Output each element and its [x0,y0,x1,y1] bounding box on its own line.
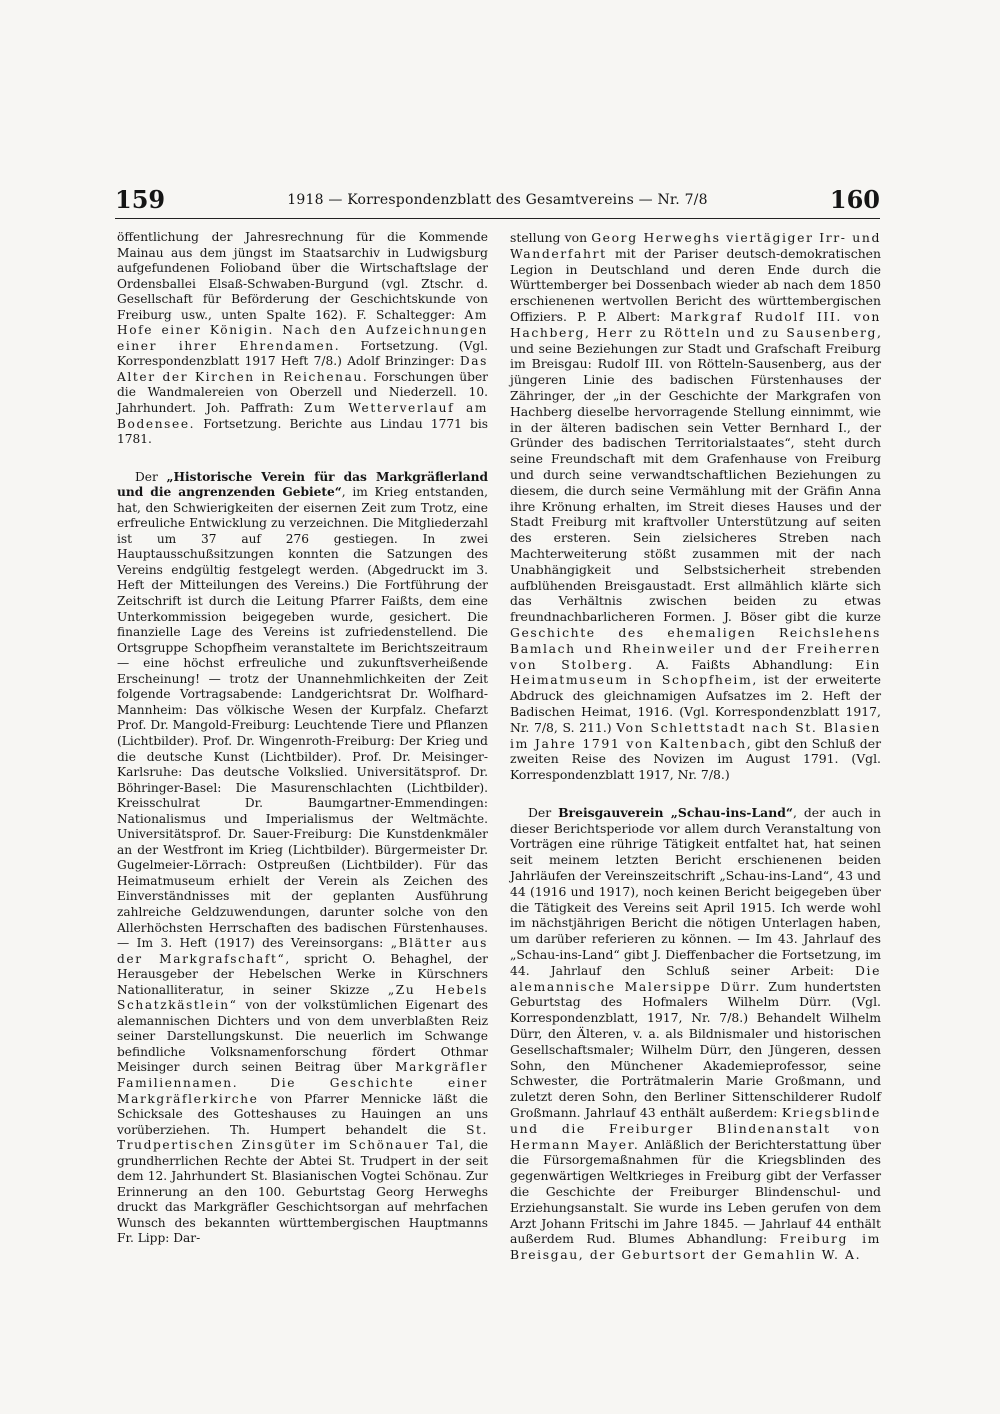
body-text: öffentlichung der Jahresrechnung für die Kommende Mainau aus dem jüngst im Staatsarchiv in Ludwigsburg aufgefundenen Folioband über die Wirtschaftslage der Ordensballei Elsaß-Schwaben-Burgund (vgl. Ztschr. d. Gesellschaft für Beförderung der Geschichtskunde von Freiburg usw., unten Spalte 162). F. Schaltegger: [117,230,488,322]
body-text: mit der Pariser deutsch-demokratischen Legion in Deutschland und deren Ende durch die Württemberger bei Dossenbach wieder ab nach dem 1850 erschienenen wertvollen Bericht des württembergischen Offiziers. P. P. Albert: [510,245,881,324]
body-text: , der auch in dieser Berichtsperiode vor allem durch Veranstaltung von Vorträgen eine rührige Tätigkeit entfaltet hat, hat seinen seit meinem letzten Bericht erschienenen beiden Jahrläufen der Vereinszeitschrift „Schau-ins-Land“, 43 und 44 (1916 und 1917), noch keinen Bericht beigegeben über die Tätigkeit des Vereins seit April 1915. Ich werde wohl im nächstjährigen Bericht die nötigen Unterlagen haben, um darüber referieren zu können. — Im 43. Jahrlauf des „Schau-ins-Land“ gibt J. Dieffenbacher die Fortsetzung, im 44. Jahrlauf den Schluß seiner Arbeit: [510,804,881,978]
spaced-title: Von Schlettstadt nach St. Blasien im Jahre 1791 von Kaltenbach [510,719,881,751]
body-text: stellung von [510,230,592,245]
body-text: von der volkstümlichen Eigenart des alemannischen Dichters und von dem unverblaßten Reiz seiner Darstellungskunst. Die neuerlich im Schwange befindliche Volksnamenforschung fördert Othmar Meisinger durch seinen Beitrag über [117,998,488,1075]
spaced-title: St. Trudpertischen Zinsgüter im Schönauer Tal [117,1122,488,1153]
spaced-title: Die alemannische Malersippe Dürr. [510,962,881,994]
body-text: Forschungen über die Wandmalereien von Oberzell und Niederzell. 10. Jahrhundert. Joh. Paffrath: [117,369,488,416]
spaced-title: Zum Wetterverlauf am Bodensee. [117,401,488,431]
spaced-title: Markgraf Rudolf III. von Hachberg, Herr zu Rötteln und zu Sausenberg [510,308,881,340]
paragraph [510,805,881,1263]
left-column [117,230,488,1247]
page-header [115,186,880,214]
page-number-left: 159 [115,185,166,214]
body-text: , gibt den Schluß der zweiten Reise des Novizen im August 1791. (Vgl. Korrespondenzblatt 1917, Nr. 7/8.) [510,735,881,783]
body-text: Fortsetzung. Berichte aus Lindau 1771 bis 1781. [117,416,488,447]
body-text: A. Faißts Abhandlung: [633,656,856,672]
body-text: Der [135,469,167,484]
spaced-title: Freiburg im Breisgau, der Geburtsort der Gemahlin W. A. [510,1231,881,1263]
body-text: , ist der erweiterte Abdruck des gleichnamigen Aufsatzes im 2. Heft der Badischen Heimat, 1916. (Vgl. Korrespondenzblatt 1917, Nr. 7/8, S. 211.) [510,672,881,735]
spaced-title: „Blätter aus der Markgrafschaft“ [117,936,488,966]
body-text: Fortsetzung. (Vgl. Korrespondenzblatt 1917 Heft 7/8.) Adolf Brinzinger: [117,338,488,369]
spaced-title: Die Geschichte einer Markgräflerkirche [117,1075,488,1106]
body-text [238,1076,270,1090]
body-text: Anläßlich der Berichterstattung über die Fürsorgemaßnahmen für die Kriegsblinden des gegenwärtigen Weltkrieges in Freiburg gibt der Verfasser die Geschichte der Freiburger Blindenschul- und Erziehungsanstalt. Sie wurde ins Leben gerufen von dem Arzt Johann Fritschi im Jahre 1845. — Jahrlauf 44 enthält außerdem Rud. Blumes Abhandlung: [510,1136,881,1247]
body-text: Zum hundertsten Geburtstag des Hofmalers Wilhelm Dürr. (Vgl. Korrespondenzblatt, 1917, Nr. 7/8.) Behandelt Wilhelm Dürr, den Älteren, v. a. als Bildnismaler und historischen Gesellschaftsmaler; Wilhelm Dürr, den Jüngeren, dessen Sohn, den Münchener Akademieprofessor, seine Schwester, die Porträtmalerin Marie Großmann, und zuletzt deren Sohn, den Berliner Sittenschilderer Rudolf Großmann. Jahrlauf 43 enthält außerdem: [510,978,881,1121]
page-number-right: 160 [829,185,880,214]
society-name: „Historische Verein für das Markgräflerland und die angrenzenden Gebiete“ [117,469,489,500]
spaced-title: Am Hofe einer Königin. Nach den Aufzeichnungen einer ihrer Ehrendamen. [117,307,488,353]
society-name: Breisgauverein „Schau-ins-Land“ [558,804,793,820]
paragraph [117,470,488,1247]
body-text: , und seine Beziehungen zur Stadt und Grafschaft Freiburg im Breisgau: Rudolf III. von Rötteln-Sausenberg, aus der jüngeren Linie des badischen Fürstenhauses der Zähringer, der „in der Geschichte der Markgrafen von Hachberg dieselbe hervorragende Stellung einnimmt, wie in der älteren badischen sein Vetter Bernhard I., der Gründer des badischen Territorialstaates“, steht durch seine Freundschaft mit dem Grafenhause von Freiburg und durch seine verwandtschaftlichen Beziehungen zu diesem, die durch seine Vermählung mit der Gräfin Anna ihre Krönung erhalten, im Streit dieses Hauses und der Stadt Freiburg mit kraftvoller Unterstützung auf seiten des ersteren. Sein zielsicheres Streben nach Machterweiterung stößt zusammen mit der nach Unabhängigkeit und Selbstsicherheit strebenden aufblühenden Breisgaustadt. Erst allmählich klärte sich das Verhältnis zwischen beiden zu etwas freundnachbarlicheren Formen. J. Böser gibt die kurze [510,324,881,625]
paragraph [510,230,881,783]
spaced-title: Georg Herweghs viertägiger Irr- und Wanderfahrt [510,230,881,261]
body-text: , die grundherrlichen Rechte der Abtei St. Trudpert in der seit dem 12. Jahrhundert St. Blasianischen Vogtei Schönau. Zur Erinnerung an den 100. Geburtstag Georg Herweghs druckt das Markgräfler Geschichtsorgan auf mehrfachen Wunsch des bekannten württembergischen Hauptmanns Fr. Lipp: Dar- [117,1138,488,1246]
spaced-title: Das Alter der Kirchen in Reichenau. [117,354,488,384]
body-text: von Pfarrer Mennicke läßt die Schicksale des Gotteshauses zu Hauingen an uns vorüberziehen. Th. Humpert behandelt die [117,1091,488,1137]
spaced-title: Kriegsblinde und die Freiburger Blindenanstalt von Hermann Mayer. [510,1105,881,1152]
right-column [510,230,881,1263]
running-head: 1918 — Korrespondenzblatt des Gesamtvereins — Nr. 7/8 [287,192,708,208]
spaced-title: Markgräfler Familiennamen. [117,1060,488,1090]
spaced-title: Ein Heimatmuseum in Schopfheim [510,656,881,688]
body-text: Der [528,804,559,820]
body-text: , im Krieg entstanden, hat, den Schwierigkeiten der eisernen Zeit zum Trotz, eine erfreuliche Entwicklung zu verzeichnen. Die Mitgliederzahl ist um 37 auf 276 gestiegen. In zwei Hauptausschußsitzungen konnten die Satzungen des Vereins endgültig festgelegt werden. (Abgedruckt im 3. Heft der Mitteilungen des Vereins.) Die Fortführung der Zeitschrift ist durch die Leitung Pfarrer Faißts, dem eine Unterkommission beigegeben wurde, gesichert. Die finanzielle Lage des Vereins ist zufriedenstellend. Die Ortsgruppe Schopfheim veranstaltete im Berichtszeitraum — eine höchst erfreuliche und zukunftsverheißende Erscheinung! — trotz der Unannehmlichkeiten der Zeit folgende Vortragsabende: Landgerichtsrat Dr. Wolfhard-Mannheim: Das völkische Wesen der Kurpfalz. Chefarzt Prof. Dr. Mangold-Freiburg: Leuchtende Tiere und Pflanzen (Lichtbilder). Prof. Dr. Wingenroth-Freiburg: Der Krieg und die deutsche Kunst (Lichtbilder). Prof. Dr. Meisinger-Karlsruhe: Das deutsche Volkslied. Universitätsprof. Dr. Böhringer-Basel: Die Masurenschlachten (Lichtbilder). Kreisschulrat Dr. Baumgartner-Emmendingen: Nationalismus und Imperialismus der Weltmächte. Universitätsprof. Dr. Sauer-Freiburg: Die Kunstdenkmäler an der Westfront im Krieg (Lichtbilder). Bürgermeister Dr. Gugelmeier-Lörrach: Ostpreußen (Lichtbilder). Für das Heimatmuseum erhielt der Verein als Zeichen des Einverständnisses mit der geplanten Ausführung zahlreiche Geldzuwendungen, darunter solche von den Allerhöchsten Herrschaften des badischen Fürstenhauses. — Im 3. Heft (1917) des Vereinsorgans: [117,485,488,951]
paragraph [117,230,488,448]
header-rule [115,218,880,219]
spaced-title: Geschichte des ehemaligen Reichslehens Bamlach und Rheinweiler und der Freiherren von Stolberg. [510,624,881,672]
spaced-title: „Zu Hebels Schatzkästlein“ [117,982,488,1013]
body-text: , spricht O. Behaghel, der Herausgeber der Hebelschen Werke in Kürschners Nationalliteratur, in seiner Skizze [117,951,488,997]
